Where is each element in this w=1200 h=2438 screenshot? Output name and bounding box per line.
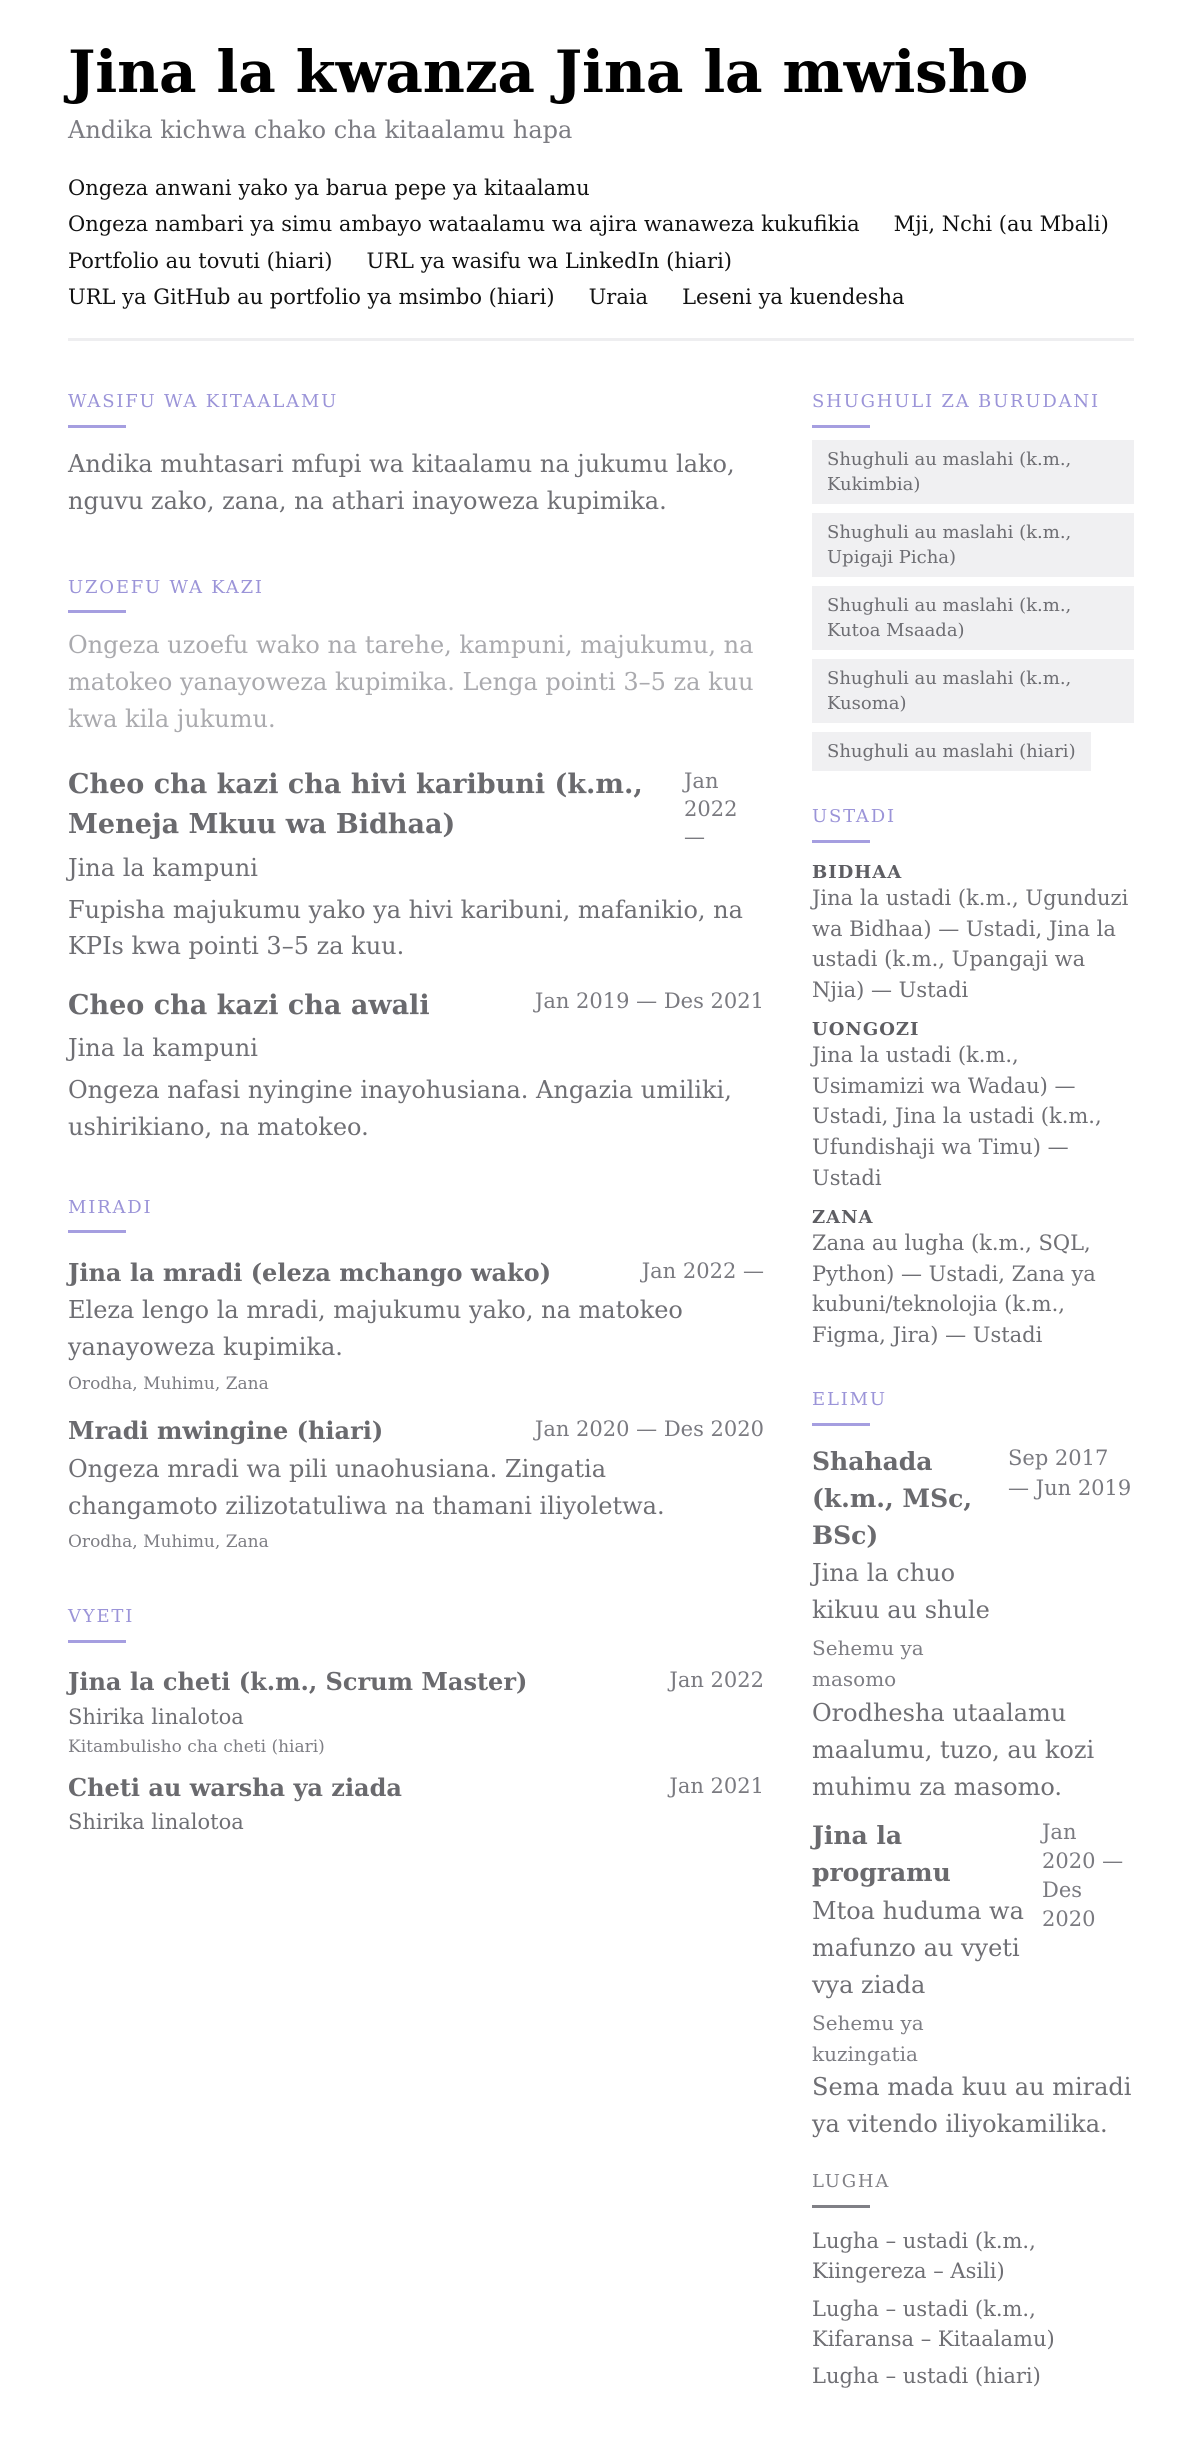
linkedin-link[interactable]: URL ya wasifu wa LinkedIn (hiari) [366,249,733,273]
program-title: Jina la [812,1821,903,1850]
interest-text: Kukimbia) [827,474,921,495]
skill-line: Usimamizi wa Wadau) — [812,1074,1076,1098]
degree-date: Sep 2017 [1008,1446,1109,1470]
skill-line: Njia) — Ustadi [812,978,969,1002]
experience-intro-line: Ongeza uzoefu wako na tarehe, kampuni, majukumu, na [68,631,754,659]
program-date: Des [1042,1878,1083,1902]
job-description: Ongeza nafasi nyingine inayohusiana. Angazia umiliki, [68,1076,732,1104]
license-text: Leseni ya kuendesha [682,285,905,309]
phone-text: Ongeza nambari ya simu ambayo wataalamu wa ajira wanaweza kukufikia [68,212,860,236]
program-focus: Sehemu ya [812,2011,924,2035]
language-item: Kifaransa – Kitaalamu) [812,2327,1055,2351]
professional-headline: Andika kichwa chako cha kitaalamu hapa [68,116,573,144]
interest-chip [812,732,1091,771]
certificate-date: Jan 2021 [669,1774,764,1798]
field-of-study: masomo [812,1667,897,1691]
skill-group-heading: UONGOZI [812,1019,920,1040]
skill-group-heading: ZANA [812,1207,874,1228]
field-of-study: Sehemu ya [812,1636,924,1660]
section-rule [812,840,870,843]
interest-text: Shughuli au maslahi (k.m., [827,449,1072,470]
section-title-experience: UZOEFU WA KAZI [68,577,264,598]
summary-line: Andika muhtasari mfupi wa kitaalamu na jukumu lako, [68,450,735,478]
program-description: Sema mada kuu au miradi [812,2073,1132,2101]
job-description: Fupisha majukumu yako ya hivi karibuni, mafanikio, na [68,896,743,924]
job-title: Cheo cha kazi cha awali [68,990,430,1021]
contact-row-2 [68,212,1134,236]
interest-text: Shughuli au maslahi (k.m., [827,668,1072,689]
project-title: Mradi mwingine (hiari) [68,1416,384,1445]
program-date: Jan [1042,1820,1077,1844]
experience-intro-line: matokeo yanayoweza kupimika. Lenga pointi 3–5 za kuu [68,668,754,696]
interest-text: Shughuli au maslahi (k.m., [827,522,1072,543]
skill-line: kubuni/teknolojia (k.m., [812,1292,1065,1316]
section-title-education: ELIMU [812,1389,887,1410]
skill-line: Jina la ustadi (k.m., [812,1043,1019,1067]
language-item: Lugha – ustadi (hiari) [812,2364,1041,2388]
section-rule [68,610,126,613]
certificate-issuer: Shirika linalotoa [68,1705,244,1729]
section-rule [812,2205,870,2208]
degree-title: BSc) [812,1521,879,1550]
full-name: Jina la kwanza Jina la mwisho [68,38,1029,106]
project-description: yanayoweza kupimika. [68,1333,343,1361]
project-tags: Orodha, Muhimu, Zana [68,1532,269,1552]
section-rule [812,1423,870,1426]
project-date: Jan 2022 — [641,1259,764,1283]
section-title-skills: USTADI [812,806,896,827]
job-title: Cheo cha kazi cha hivi karibuni (k.m., [68,769,643,800]
degree-title: Shahada [812,1447,933,1476]
program-provider: mafunzo au vyeti [812,1934,1020,1962]
section-title-certifications: VYETI [68,1606,135,1627]
program-provider: vya ziada [812,1971,926,1999]
job-company: Jina la kampuni [68,1034,258,1062]
section-title-summary: WASIFU WA KITAALAMU [68,391,339,412]
education-description: Orodhesha utaalamu [812,1699,1067,1727]
certificate-title: Cheti au warsha ya ziada [68,1773,402,1802]
program-date: 2020 — [1042,1849,1124,1873]
summary-line: nguvu zako, zana, na athari inayoweza kupimika. [68,487,667,515]
interest-chip [812,586,1134,650]
program-provider: Mtoa huduma wa [812,1897,1024,1925]
program-description: ya vitendo iliyokamilika. [812,2110,1108,2138]
education-description: maalumu, tuzo, au kozi [812,1736,1095,1764]
interest-text: Upigaji Picha) [827,547,957,568]
program-focus: kuzingatia [812,2042,918,2066]
certificate-title: Jina la cheti (k.m., Scrum Master) [68,1667,528,1696]
language-item: Lugha – ustadi (k.m., [812,2229,1036,2253]
interest-chip [812,659,1134,723]
contact-row-1 [68,176,1134,200]
interest-chip [812,440,1134,504]
project-description: Ongeza mradi wa pili unaohusiana. Zingatia [68,1455,607,1483]
skill-line: Ustadi [812,1166,882,1190]
language-item: Kiingereza – Asili) [812,2259,1005,2283]
job-date: — [684,825,705,849]
certificate-date: Jan 2022 [669,1668,764,1692]
program-title: programu [812,1858,951,1887]
job-date: 2022 [684,797,738,821]
job-date: Jan 2019 — Des 2021 [534,989,764,1013]
project-description: changamoto zilizotatuliwa na thamani iliyoletwa. [68,1492,665,1520]
skill-group-heading: BIDHAA [812,862,903,883]
location-text: Mji, Nchi (au Mbali) [893,212,1109,236]
email-text: Ongeza anwani yako ya barua pepe ya kitaalamu [68,176,590,200]
school-name: kikuu au shule [812,1596,990,1624]
project-date: Jan 2020 — Des 2020 [534,1417,764,1441]
degree-title: (k.m., MSc, [812,1484,973,1513]
experience-intro-line: kwa kila jukumu. [68,705,276,733]
job-title: Meneja Mkuu wa Bidhaa) [68,809,456,840]
contact-row-4 [68,285,1134,309]
section-rule [68,1640,126,1643]
skill-line: Zana au lugha (k.m., SQL, [812,1231,1091,1255]
interest-text: Shughuli au maslahi (k.m., [827,595,1072,616]
skill-line: ustadi (k.m., Upangaji wa [812,947,1086,971]
interest-text: Kusoma) [827,693,907,714]
project-tags: Orodha, Muhimu, Zana [68,1374,269,1394]
section-rule [68,425,126,428]
skill-line: Jina la ustadi (k.m., Ugunduzi [812,886,1129,910]
contact-row-3 [68,249,1134,273]
skill-line: Ufundishaji wa Timu) — [812,1135,1069,1159]
skill-line: Figma, Jira) — Ustadi [812,1323,1043,1347]
github-link[interactable]: URL ya GitHub au portfolio ya msimbo (hiari) [68,285,555,309]
interest-chip [812,513,1134,577]
school-name: Jina la chuo [812,1559,956,1587]
project-description: Eleza lengo la mradi, majukumu yako, na matokeo [68,1296,683,1324]
language-item: Lugha – ustadi (k.m., [812,2297,1036,2321]
certificate-id: Kitambulisho cha cheti (hiari) [68,1737,325,1757]
degree-date: — Jun 2019 [1008,1476,1132,1500]
job-description: KPIs kwa pointi 3–5 za kuu. [68,932,405,960]
project-title: Jina la mradi (eleza mchango wako) [68,1258,552,1287]
skill-line: wa Bidhaa) — Ustadi, Jina la [812,917,1116,941]
citizenship-text: Uraia [588,285,649,309]
job-description: ushirikiano, na matokeo. [68,1113,369,1141]
interest-text: Kutoa Msaada) [827,620,965,641]
header-divider [68,338,1134,341]
section-title-projects: MIRADI [68,1197,153,1218]
portfolio-link[interactable]: Portfolio au tovuti (hiari) [68,249,333,273]
skill-line: Python) — Ustadi, Zana ya [812,1262,1096,1286]
education-description: muhimu za masomo. [812,1773,1063,1801]
interest-text: Shughuli au maslahi (hiari) [827,741,1076,762]
job-date: Jan [684,769,719,793]
certificate-issuer: Shirika linalotoa [68,1810,244,1834]
section-rule [68,1230,126,1233]
skill-line: Ustadi, Jina la ustadi (k.m., [812,1104,1102,1128]
program-date: 2020 [1042,1907,1096,1931]
section-title-languages: LUGHA [812,2171,891,2192]
job-company: Jina la kampuni [68,854,258,882]
section-title-interests: SHUGHULI ZA BURUDANI [812,391,1100,412]
section-rule [812,425,870,428]
